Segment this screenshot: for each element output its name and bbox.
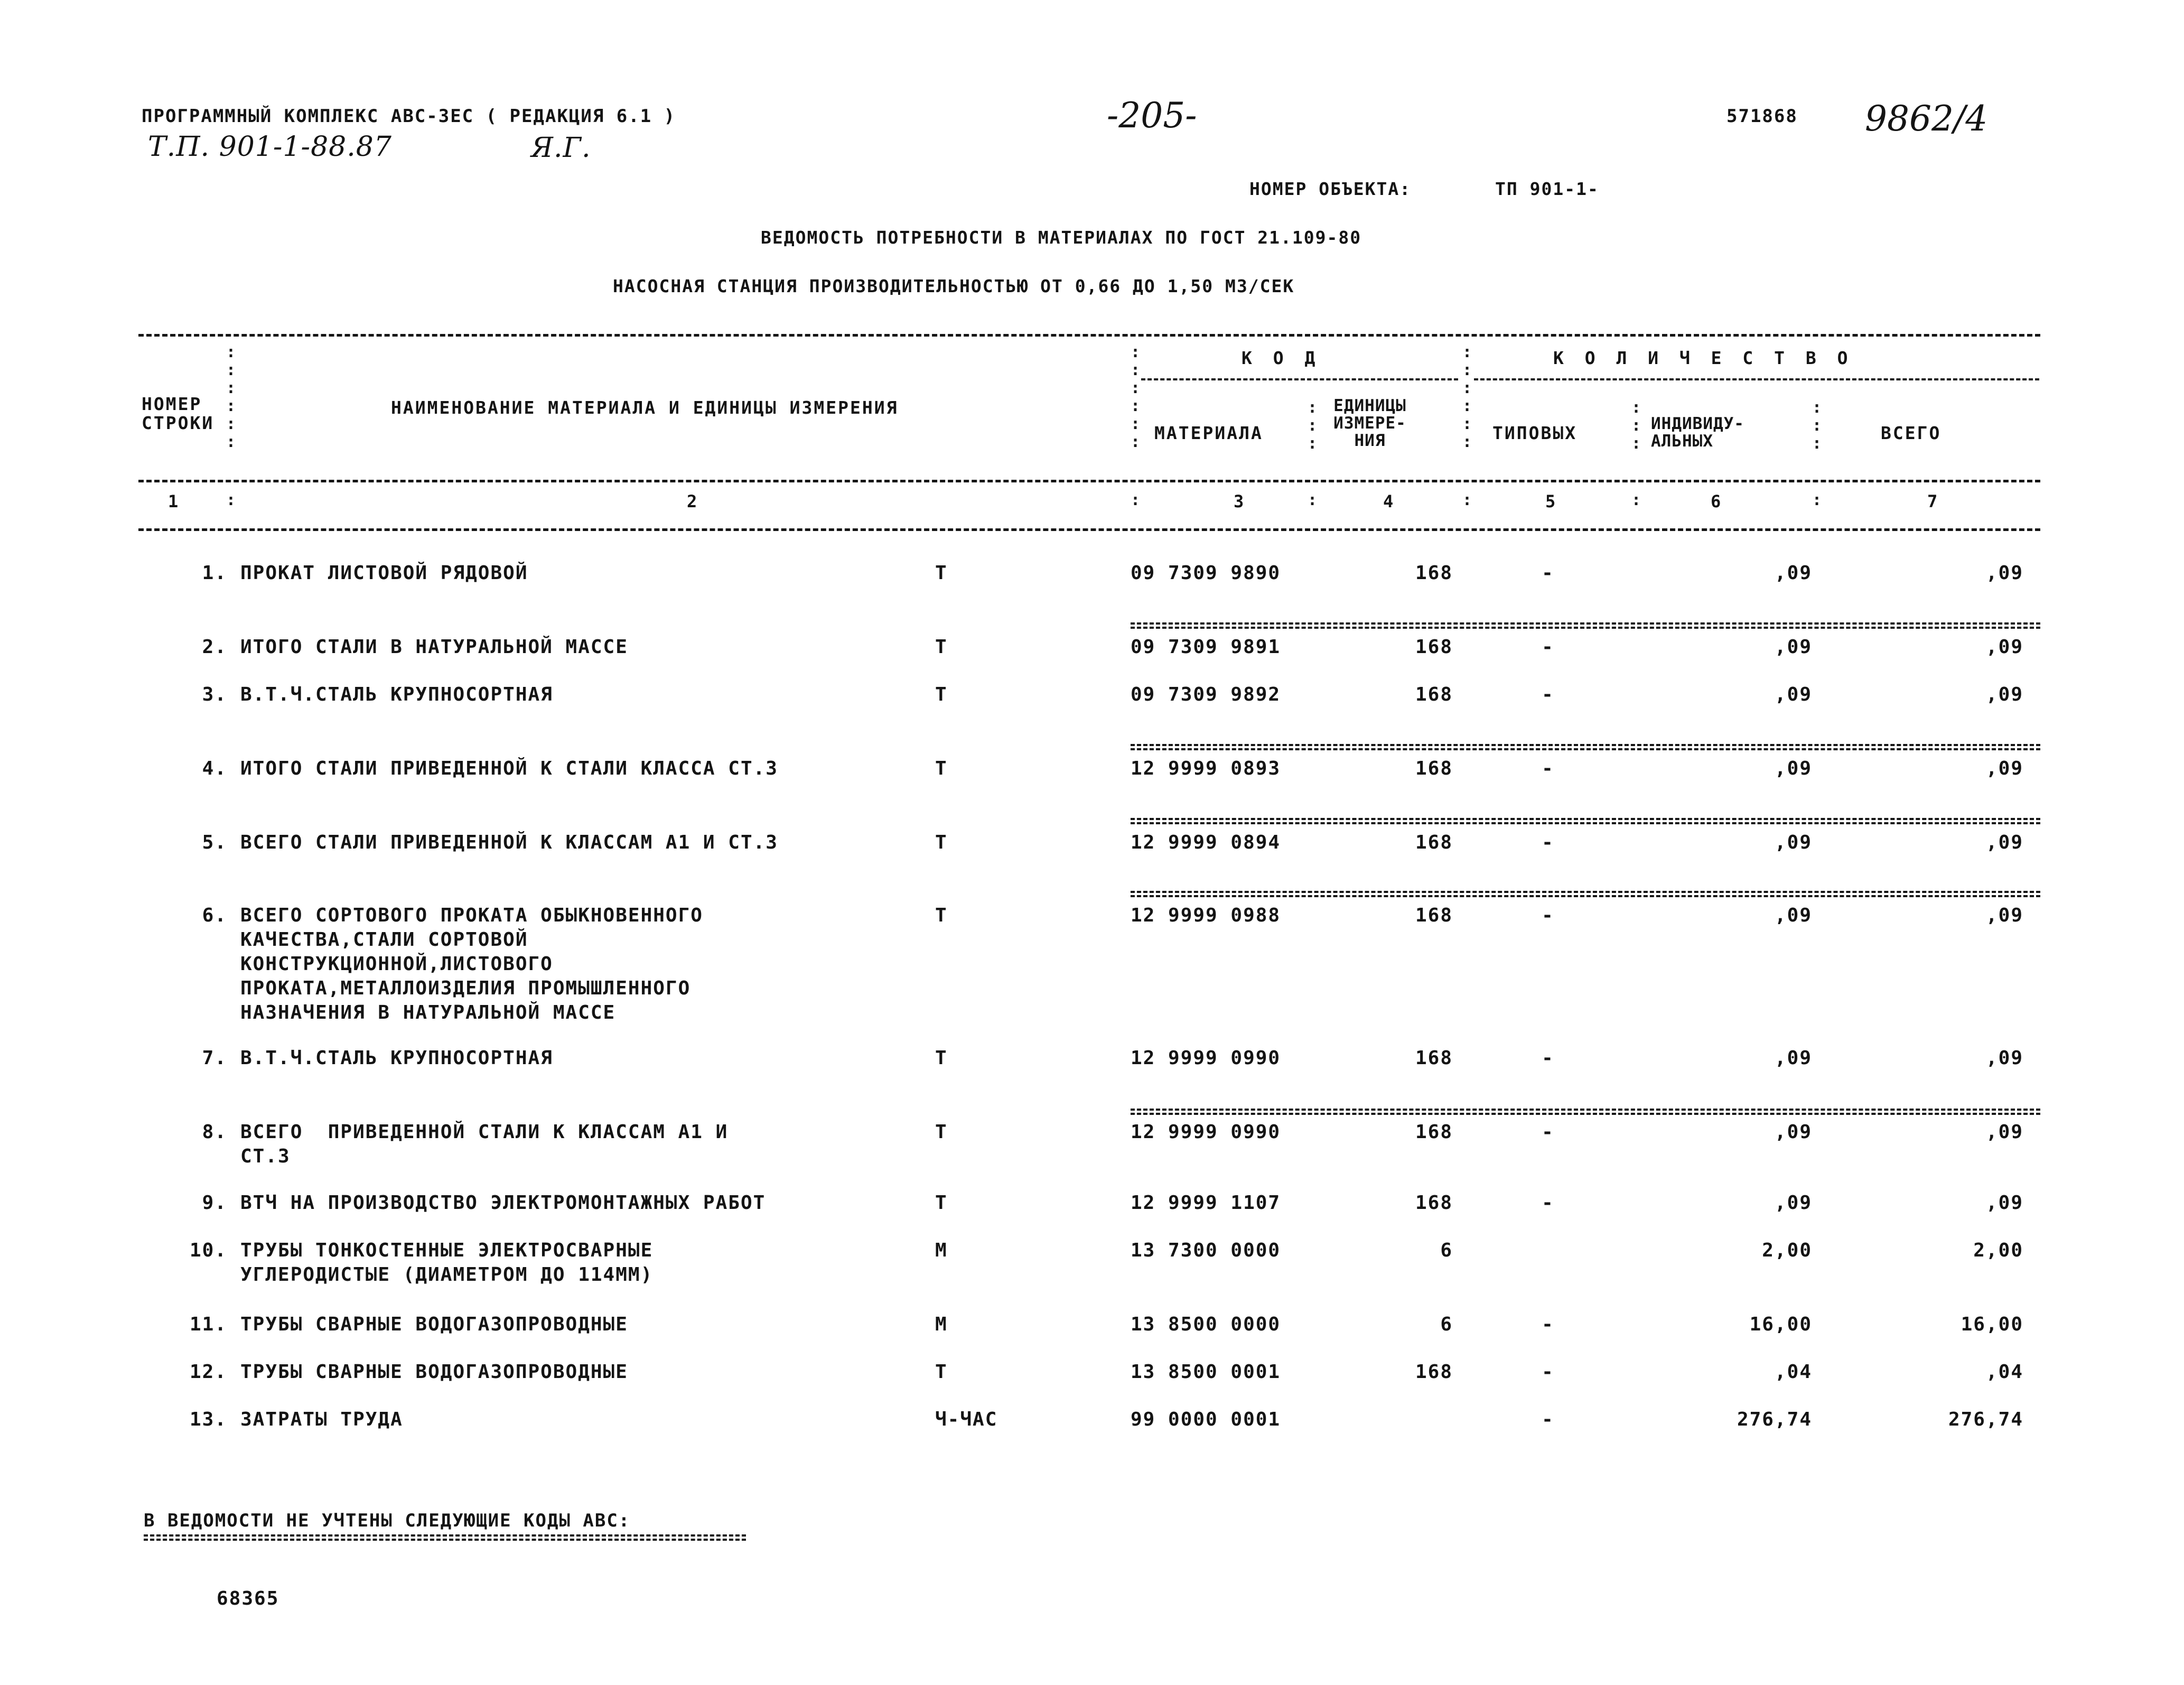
individual-qty: ,09 <box>1774 1047 1812 1069</box>
header-separator: : <box>226 491 236 509</box>
material-code: 09 7309 9892 <box>1131 684 1281 705</box>
col-unit-code-header: ЕДИНИЦЫ ИЗМЕРЕ- НИЯ <box>1333 396 1406 450</box>
header-separator: : : : : : : <box>226 343 236 451</box>
total-qty: ,09 <box>1985 562 2023 584</box>
col-individual-header: ИНДИВИДУ- АЛЬНЫХ <box>1651 414 1744 451</box>
individual-qty: ,09 <box>1774 832 1812 853</box>
material-name: В.Т.Ч.СТАЛЬ КРУПНОСОРТНАЯ <box>240 684 553 705</box>
typical-qty: - <box>1542 1047 1554 1069</box>
individual-qty: ,09 <box>1774 562 1812 584</box>
row-number: 13. <box>189 1409 227 1430</box>
footer-double-rule <box>144 1534 746 1541</box>
page-number: -205- <box>1107 95 1197 136</box>
typical-qty: - <box>1542 1361 1554 1383</box>
unit: Т <box>935 1121 948 1143</box>
total-qty: ,09 <box>1985 1121 2023 1143</box>
unit-code: 168 <box>1415 1047 1453 1069</box>
unit: М <box>935 1240 948 1261</box>
total-qty: ,09 <box>1985 758 2023 779</box>
material-code: 12 9999 0894 <box>1131 832 1281 853</box>
col-material-header: МАТЕРИАЛА <box>1154 423 1263 443</box>
header-separator: : <box>1812 491 1822 509</box>
material-code: 12 9999 0990 <box>1131 1047 1281 1069</box>
header-separator: : <box>1462 491 1472 509</box>
total-qty: ,09 <box>1985 832 2023 853</box>
unit-code: 168 <box>1415 636 1453 658</box>
individual-qty: ,04 <box>1774 1361 1812 1383</box>
total-qty: ,09 <box>1985 1192 2023 1214</box>
col-total-header: ВСЕГО <box>1881 423 1942 443</box>
group-qty-header: К О Л И Ч Е С Т В О <box>1553 348 1853 368</box>
unit: Т <box>935 562 948 584</box>
material-code: 09 7309 9890 <box>1131 562 1281 584</box>
unit: М <box>935 1314 948 1335</box>
col-number: 5 <box>1545 491 1556 511</box>
total-qty: ,09 <box>1985 905 2023 926</box>
document-title: ВЕДОМОСТЬ ПОТРЕБНОСТИ В МАТЕРИАЛАХ ПО ГОСТ 21.109-80 <box>761 227 1362 248</box>
total-qty: 2,00 <box>1973 1240 2023 1261</box>
header-separator: : <box>1631 491 1641 509</box>
document-number: 571868 <box>1726 106 1798 127</box>
col-number: 3 <box>1234 491 1244 511</box>
table-top-rule <box>138 334 2040 337</box>
unit: Т <box>935 636 948 658</box>
row-number: 7. <box>202 1047 227 1069</box>
material-name: ВСЕГО СОРТОВОГО ПРОКАТА ОБЫКНОВЕННОГО КАЧЕСТВА,СТАЛИ СОРТОВОЙ КОНСТРУКЦИОННОЙ,ЛИСТОВОГО ПРОКАТА,МЕТАЛЛОИЗДЕЛИЯ ПРОМЫШЛЕННОГО НАЗНАЧЕНИЯ В НАТУРАЛЬНОЙ МАССЕ <box>240 905 703 1023</box>
row-number: 5. <box>202 832 227 853</box>
object-value: ТП 901-1- <box>1495 179 1599 199</box>
unit: Т <box>935 684 948 705</box>
col-row-no-2: СТРОКИ <box>142 413 214 433</box>
unit: Т <box>935 1361 948 1383</box>
material-code: 13 7300 0000 <box>1131 1240 1281 1261</box>
material-name: ЗАТРАТЫ ТРУДА <box>240 1409 403 1430</box>
col-number: 7 <box>1927 491 1938 511</box>
material-code: 12 9999 1107 <box>1131 1192 1281 1214</box>
header-bottom-rule <box>138 528 2040 531</box>
typical-qty: - <box>1542 684 1554 705</box>
header-separator: : <box>1131 491 1141 509</box>
total-qty: ,09 <box>1985 636 2023 658</box>
typical-qty: - <box>1542 1409 1554 1430</box>
individual-qty: 2,00 <box>1762 1240 1812 1261</box>
material-name: ТРУБЫ ТОНКОСТЕННЫЕ ЭЛЕКТРОСВАРНЫЕ УГЛЕРОДИСТЫЕ (ДИАМЕТРОМ ДО 114ММ) <box>240 1240 654 1286</box>
material-name: ИТОГО СТАЛИ ПРИВЕДЕННОЙ К СТАЛИ КЛАССА СТ.3 <box>240 758 778 779</box>
header-separator: : : : <box>1631 398 1641 453</box>
row-number: 4. <box>202 758 227 779</box>
col-row-no-1: НОМЕР <box>142 394 202 414</box>
header-rule <box>138 480 2040 482</box>
double-rule <box>1131 1109 2040 1115</box>
unit: Т <box>935 832 948 853</box>
individual-qty: 16,00 <box>1749 1314 1812 1335</box>
group-code-header: К О Д <box>1242 348 1321 368</box>
document-subtitle: НАСОСНАЯ СТАНЦИЯ ПРОИЗВОДИТЕЛЬНОСТЬЮ ОТ 0,66 ДО 1,50 М3/СЕК <box>613 276 1295 296</box>
typical-qty: - <box>1542 1314 1554 1335</box>
initials-handwritten: Я.Г. <box>531 132 591 164</box>
unit-code: 6 <box>1440 1314 1453 1335</box>
material-code: 09 7309 9891 <box>1131 636 1281 658</box>
material-name: ВСЕГО СТАЛИ ПРИВЕДЕННОЙ К КЛАССАМ А1 И СТ.3 <box>240 832 778 853</box>
col-number: 6 <box>1711 491 1721 511</box>
unit-code: 168 <box>1415 684 1453 705</box>
material-code: 13 8500 0000 <box>1131 1314 1281 1335</box>
individual-qty: ,09 <box>1774 636 1812 658</box>
col-name-header: НАИМЕНОВАНИЕ МАТЕРИАЛА И ЕДИНИЦЫ ИЗМЕРЕНИЯ <box>391 397 899 418</box>
row-number: 1. <box>202 562 227 584</box>
total-qty: 276,74 <box>1948 1409 2023 1430</box>
double-rule <box>1131 622 2040 629</box>
typical-qty: - <box>1542 562 1554 584</box>
typical-qty: - <box>1542 636 1554 658</box>
row-number: 12. <box>189 1361 227 1383</box>
row-number: 2. <box>202 636 227 658</box>
code-group-rule <box>1141 378 1458 380</box>
unit: Ч-ЧАС <box>935 1409 998 1430</box>
col-number: 4 <box>1383 491 1394 511</box>
material-code: 13 8500 0001 <box>1131 1361 1281 1383</box>
typical-qty: - <box>1542 758 1554 779</box>
material-name: ИТОГО СТАЛИ В НАТУРАЛЬНОЙ МАССЕ <box>240 636 628 658</box>
double-rule <box>1131 891 2040 897</box>
row-number: 6. <box>202 905 227 926</box>
total-qty: ,09 <box>1985 684 2023 705</box>
unit-code: 168 <box>1415 1361 1453 1383</box>
qty-group-rule <box>1474 378 2039 380</box>
material-code: 12 9999 0988 <box>1131 905 1281 926</box>
unit-code: 168 <box>1415 832 1453 853</box>
material-name: ВСЕГО ПРИВЕДЕННОЙ СТАЛИ К КЛАССАМ А1 И СТ.3 <box>240 1121 729 1167</box>
archive-number: 9862/4 <box>1865 98 1988 139</box>
object-label: НОМЕР ОБЪЕКТА: <box>1249 179 1412 199</box>
typical-qty: - <box>1542 905 1554 926</box>
tp-handwritten: Т.П. 901-1-88.87 <box>148 131 392 163</box>
col-typical-header: ТИПОВЫХ <box>1492 423 1578 443</box>
total-qty: 16,00 <box>1961 1314 2023 1335</box>
total-qty: ,04 <box>1985 1361 2023 1383</box>
row-number: 9. <box>202 1192 227 1214</box>
row-number: 3. <box>202 684 227 705</box>
row-number: 10. <box>189 1240 227 1261</box>
material-name: ВТЧ НА ПРОИЗВОДСТВО ЭЛЕКТРОМОНТАЖНЫХ РАБОТ <box>240 1192 766 1214</box>
material-name: ТРУБЫ СВАРНЫЕ ВОДОГАЗОПРОВОДНЫЕ <box>240 1314 628 1335</box>
double-rule <box>1131 744 2040 750</box>
unit-code: 168 <box>1415 1121 1453 1143</box>
unit: Т <box>935 1047 948 1069</box>
footer-code: 68365 <box>217 1588 279 1609</box>
unit-code: 168 <box>1415 905 1453 926</box>
unit-code: 168 <box>1415 758 1453 779</box>
individual-qty: ,09 <box>1774 684 1812 705</box>
double-rule <box>1131 818 2040 824</box>
material-code: 99 0000 0001 <box>1131 1409 1281 1430</box>
header-separator: : : : <box>1812 398 1822 453</box>
unit: Т <box>935 905 948 926</box>
unit: Т <box>935 758 948 779</box>
col-number: 2 <box>687 491 697 511</box>
header-separator: : : : : : : <box>1462 343 1472 451</box>
individual-qty: ,09 <box>1774 905 1812 926</box>
material-code: 12 9999 0893 <box>1131 758 1281 779</box>
typical-qty: - <box>1542 832 1554 853</box>
row-number: 11. <box>189 1314 227 1335</box>
individual-qty: ,09 <box>1774 1192 1812 1214</box>
unit-code: 168 <box>1415 1192 1453 1214</box>
individual-qty: ,09 <box>1774 758 1812 779</box>
typical-qty: - <box>1542 1192 1554 1214</box>
material-name: ПРОКАТ ЛИСТОВОЙ РЯДОВОЙ <box>240 562 528 584</box>
program-header: ПРОГРАММНЫЙ КОМПЛЕКС АВС-3ЕС ( РЕДАКЦИЯ 6.1 ) <box>142 106 676 127</box>
individual-qty: 276,74 <box>1737 1409 1812 1430</box>
header-separator: : : : <box>1308 398 1318 453</box>
row-number: 8. <box>202 1121 227 1143</box>
material-code: 12 9999 0990 <box>1131 1121 1281 1143</box>
header-separator: : <box>1308 491 1318 509</box>
unit-code: 168 <box>1415 562 1453 584</box>
unit-code: 6 <box>1440 1240 1453 1261</box>
material-name: ТРУБЫ СВАРНЫЕ ВОДОГАЗОПРОВОДНЫЕ <box>240 1361 628 1383</box>
typical-qty: - <box>1542 1121 1554 1143</box>
header-separator: : : : : : : <box>1131 343 1141 451</box>
individual-qty: ,09 <box>1774 1121 1812 1143</box>
unit: Т <box>935 1192 948 1214</box>
total-qty: ,09 <box>1985 1047 2023 1069</box>
col-number: 1 <box>168 491 179 511</box>
material-name: В.Т.Ч.СТАЛЬ КРУПНОСОРТНАЯ <box>240 1047 553 1069</box>
footer-note: В ВЕДОМОСТИ НЕ УЧТЕНЫ СЛЕДУЮЩИЕ КОДЫ АВС: <box>144 1510 631 1531</box>
